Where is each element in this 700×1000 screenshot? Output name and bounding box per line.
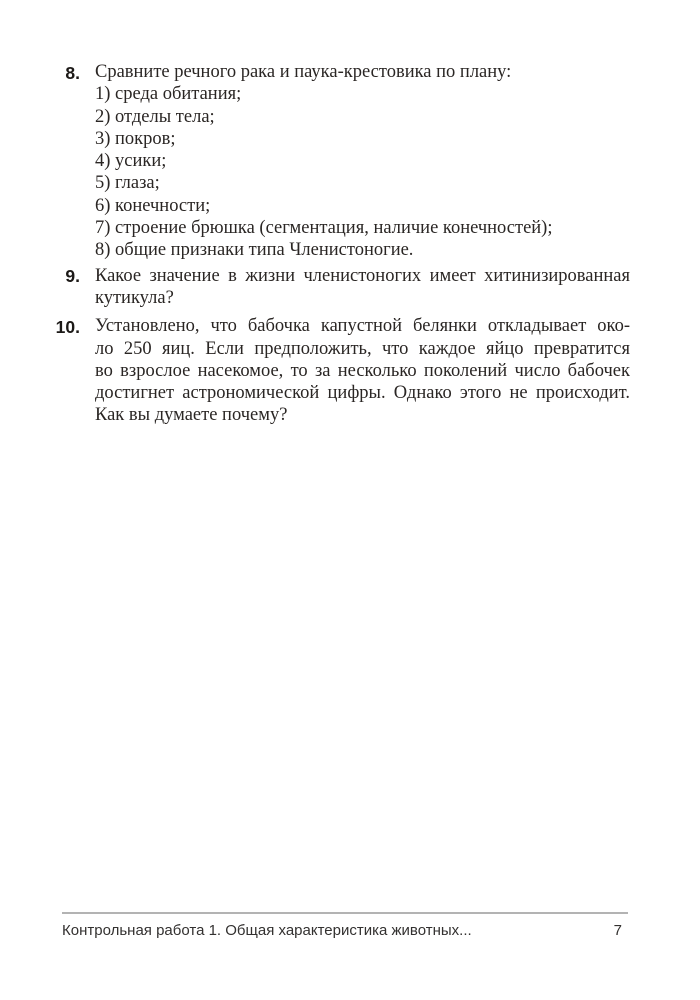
- question-8-list: [95, 83, 700, 261]
- question-10-text-line: Установлено, что бабочка капустной белянки откладывает око-: [95, 316, 630, 337]
- question-9-text-line: кутикула?: [95, 287, 174, 308]
- question-8: [0, 61, 700, 262]
- list-item: 2) отделы тела;: [95, 106, 215, 127]
- list-item: 8) общие признаки типа Членистоногие.: [95, 240, 414, 261]
- question-9-text-line: Какое значение в жизни членистоногих имеет хитинизированная: [95, 265, 630, 286]
- question-10-text-line: достигнет астрономической цифры. Однако этого не происходит.: [95, 383, 630, 404]
- list-item: 5) глаза;: [95, 173, 160, 194]
- page-body: [0, 61, 700, 427]
- question-9: [0, 265, 700, 310]
- list-item: 4) усики;: [95, 151, 167, 172]
- list-item: 6) конечности;: [95, 195, 211, 216]
- running-title: Контрольная работа 1. Общая характеристика животных...: [62, 922, 472, 939]
- page-footer: [62, 912, 628, 939]
- question-10-text-line: ло 250 яиц. Если предположить, что каждое яйцо превратится: [95, 338, 630, 359]
- list-item: 7) строение брюшка (сегментация, наличие конечностей);: [95, 218, 553, 239]
- footer-row: [62, 914, 628, 939]
- question-8-number: 8.: [65, 62, 80, 83]
- page-number: 7: [613, 922, 622, 939]
- question-10-text-line: Как вы думаете почему?: [95, 405, 288, 426]
- list-item: 1) среда обитания;: [95, 84, 242, 105]
- question-9-number: 9.: [65, 266, 80, 287]
- list-item: 3) покров;: [95, 128, 176, 149]
- question-10-number: 10.: [55, 316, 80, 337]
- question-10-text-line: во взрослое насекомое, то за несколько поколений число бабочек: [95, 360, 630, 381]
- question-8-text: Сравните речного рака и паука-крестовика по плану:: [95, 62, 512, 82]
- question-10: [0, 315, 700, 426]
